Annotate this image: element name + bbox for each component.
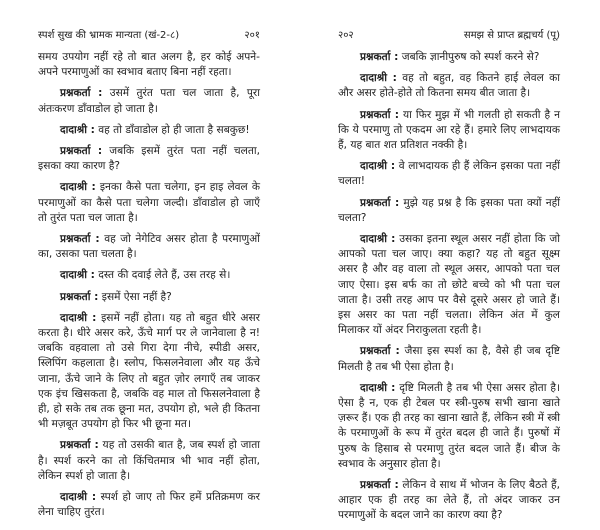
right-page-header: [338, 27, 560, 41]
speaker-label: प्रश्नकर्ता :: [360, 108, 400, 121]
paragraph-text: लेकिन वे साथ में भोजन के लिए बैठते हैं, आहार एक ही तरह का लेते हैं, तो अंदर जाकर उन परमाणुओं के बदल जाने का कारण क्या है?: [338, 479, 560, 522]
paragraph-text: यह तो उसकी बात है, जब स्पर्श हो जाता है। स्पर्श करने का तो किंचितमात्र भी भाव नहीं होता, लेकिन स्पर्श हो जाता है।: [38, 439, 260, 482]
paragraph-text: जबकि इसमें तुरंत पता नहीं चलता, इसका क्या कारण है?: [38, 145, 260, 173]
paragraph: [338, 381, 560, 472]
paragraph: [38, 490, 260, 520]
speaker-label: दादाश्री :: [60, 311, 97, 324]
paragraph: [338, 232, 560, 338]
speaker-label: दादाश्री :: [360, 160, 396, 173]
paragraph: [38, 123, 260, 138]
paragraph-text: वे लाभदायक ही हैं लेकिन इसका पता नहीं चलता!: [338, 160, 560, 188]
paragraph-text: या फिर मुझ में भी गलती हो सकती है न कि ये परमाणु तो एकदम आ रहे हैं। हमारे लिए लाभदायक हैं, यह बात शत प्रतिशत नक्की है।: [338, 108, 560, 152]
paragraph: [38, 290, 260, 305]
speaker-label: दादाश्री :: [360, 72, 397, 85]
paragraph: [38, 86, 260, 116]
speaker-label: प्रश्नकर्ता :: [60, 290, 99, 303]
speaker-label: प्रश्नकर्ता :: [360, 345, 400, 358]
paragraph: [338, 478, 560, 524]
speaker-label: प्रश्नकर्ता :: [60, 233, 100, 246]
paragraph-text: उसमें तुरंत पता चल जाता है, पूरा अंतःकरण डाँवाडोल हो जाता है।: [38, 87, 260, 115]
paragraph: [38, 311, 260, 433]
speaker-label: प्रश्नकर्ता :: [60, 87, 103, 100]
right-page: [300, 0, 600, 522]
paragraph-text: इनका कैसे पता चलेगा, इन हाइ लेवल के परमाणुओं का कैसे पता चलेगा जल्दी। डाँवाडोल हो जाएँ तो तुरंत पता चल जाता है।: [38, 181, 260, 224]
paragraph-text: इसमें नहीं होता। यह तो बहुत धीरे असर करता है। धीरे असर करे, ऊँचे मार्ग पर ले जानेवाला है न! जबकि वहवाला तो उसे गिरा देगा नीचे, स्पीडी असर, स्लिपिंग कहलाता है। स्लोप, फिसलनेवाला और यह ऊँचे जाना, ऊँचे जाने के लिए तो बहुत ज़ोर लगाएँ तब जाकर एक इंच खिसकता है, जबकि वह माल तो फिसलनेवाला है ही, हो सके तब तक छूना मत, उपयोग हो, भले ही कितना भी मज़बूत उपयोग हो फिर भी छूना मत।: [38, 311, 260, 431]
paragraph: [38, 180, 260, 226]
paragraph-text: स्पर्श हो जाए तो फिर हमें प्रतिक्रमण कर लेना चाहिए तुरंत।: [38, 491, 260, 519]
speaker-label: दादाश्री :: [60, 181, 96, 194]
paragraph: [338, 50, 560, 65]
paragraph: [38, 50, 260, 80]
speaker-label: प्रश्नकर्ता :: [60, 145, 103, 158]
paragraph: [338, 344, 560, 374]
paragraph: [38, 268, 260, 283]
paragraph-text: वह तो डाँवाडोल हो ही जाता है सबकुछ!: [94, 123, 250, 136]
paragraph-text: दृष्टि मिलती है तब भी ऐसा असर होता है। ऐसा है न, एक ही टेबल पर स्त्री-पुरुष सभी खाना खाते ज़रूर हैं। एक ही तरह का खाना खाते हैं, लेकिन स्त्री में स्त्री के परमाणुओं के रूप में तुरंत बदल ही जाते हैं। पुरुषों में पुरुष के हिसाब से परमाणु तुरंत बदल जाते हैं। बीज के स्वभाव के अनुसार होता है।: [338, 381, 560, 470]
page-number: २०१: [244, 30, 260, 41]
paragraph: [338, 108, 560, 154]
paragraph: [338, 196, 560, 226]
running-title: समझ से प्राप्त ब्रह्मचर्य (पू): [463, 30, 560, 41]
left-page-header: [38, 27, 260, 41]
speaker-label: प्रश्नकर्ता :: [360, 196, 400, 209]
paragraph: [38, 438, 260, 484]
running-title: स्पर्श सुख की भ्रामक मान्यता (खं-2-८): [38, 30, 180, 41]
left-page: [0, 0, 300, 519]
right-page-body: [338, 50, 560, 530]
paragraph-text: उसका इतना स्थूल असर नहीं होता कि जो आपको पता चल जाए। क्या कहा? यह तो बहुत सूक्ष्म असर है और वह वाला तो स्थूल असर, आपको पता चल जाए ऐसा। इस बर्फ का तो छोटे बच्चे को भी पता चल जाता है। उसी तरह आप पर वैसे दूसरे असर हो जाते हैं। इस असर का पता नहीं चलता। लेकिन अंत में कुल मिलाकर यों अंदर निराकुलता रहती है।: [338, 233, 560, 337]
speaker-label: दादाश्री :: [60, 491, 97, 504]
speaker-label: प्रश्नकर्ता :: [360, 51, 399, 63]
paragraph: [38, 232, 260, 262]
left-page-body: [38, 50, 260, 526]
paragraph: [338, 71, 560, 101]
paragraph-text: इसमें ऐसा नहीं है?: [98, 290, 172, 303]
page-number: २०२: [338, 30, 354, 41]
paragraph-text: मुझे यह प्रश्न है कि इसका पता क्यों नहीं चलता?: [338, 196, 560, 224]
paragraph: [38, 144, 260, 174]
speaker-label: दादाश्री :: [360, 233, 396, 246]
paragraph-text: वह तो बहुत, वह कितने हाई लेवल का और असर होते-होते तो कितना समय बीत जाता है।: [338, 72, 560, 100]
paragraph: [338, 159, 560, 189]
speaker-label: प्रश्नकर्ता :: [360, 479, 399, 492]
paragraph-text: जैसा इस स्पर्श का है, वैसे ही जब दृष्टि मिलती है तब भी ऐसा होता है।: [338, 345, 560, 373]
speaker-label: दादाश्री :: [60, 123, 95, 136]
speaker-label: दादाश्री :: [60, 269, 95, 282]
paragraph-text: समय उपयोग नहीं रहे तो बात अलग है, हर कोई अपने-अपने परमाणुओं का स्वभाव बताए बिना नहीं रहता।: [38, 51, 260, 79]
paragraph-text: वह जो नेगेटिव असर होता है परमाणुओं का, उसका पता चलता है।: [38, 233, 260, 261]
speaker-label: प्रश्नकर्ता :: [60, 439, 99, 452]
paragraph-text: जबकि ज्ञानीपुरुष को स्पर्श करने से?: [398, 51, 540, 63]
paragraph-text: दस्त की दवाई लेते हैं, उस तरह से।: [94, 269, 231, 282]
speaker-label: दादाश्री :: [360, 381, 396, 394]
